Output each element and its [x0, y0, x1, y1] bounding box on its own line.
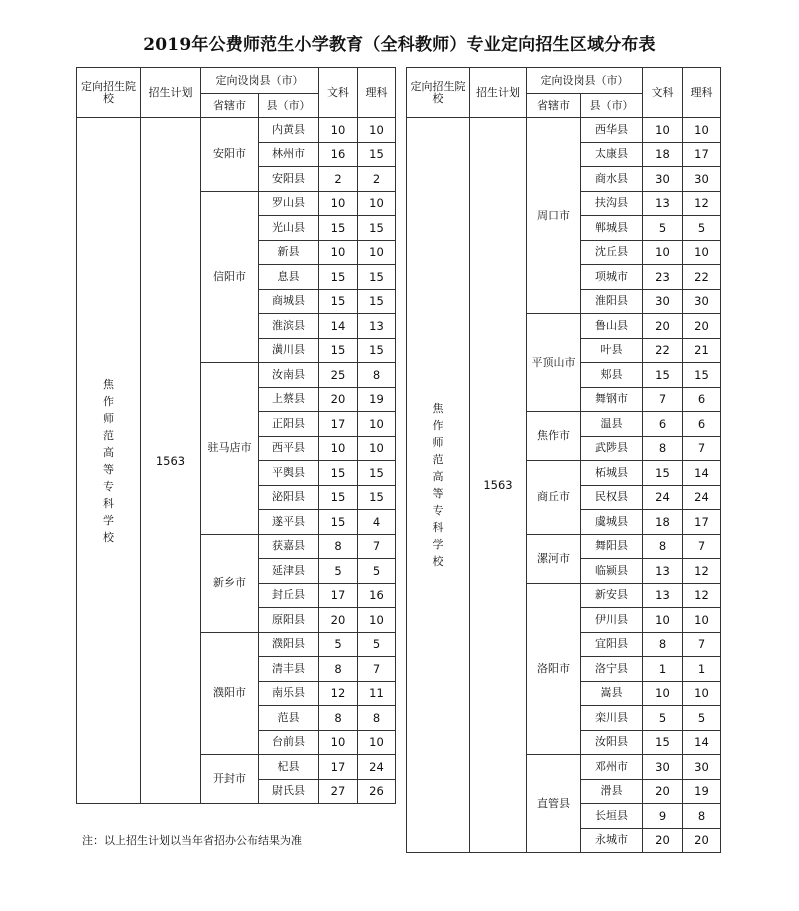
wenke-cell: 8: [319, 657, 358, 682]
like-cell: 30: [683, 755, 721, 780]
header-like: 理科: [358, 68, 396, 118]
wenke-cell: 5: [643, 706, 683, 731]
wenke-cell: 18: [643, 510, 683, 535]
wenke-cell: 15: [319, 461, 358, 486]
like-cell: 24: [358, 755, 396, 780]
wenke-cell: 30: [643, 755, 683, 780]
wenke-cell: 10: [319, 436, 358, 461]
county-cell: 郸城县: [581, 216, 643, 241]
plan-count: 1563: [470, 118, 527, 853]
wenke-cell: 9: [643, 804, 683, 829]
like-cell: 22: [683, 265, 721, 290]
county-cell: 原阳县: [259, 608, 319, 633]
city-cell: 焦作市: [527, 412, 581, 461]
wenke-cell: 15: [643, 730, 683, 755]
county-cell: 安阳县: [259, 167, 319, 192]
county-cell: 清丰县: [259, 657, 319, 682]
like-cell: 8: [683, 804, 721, 829]
county-cell: 舞钢市: [581, 387, 643, 412]
like-cell: 12: [683, 191, 721, 216]
wenke-cell: 13: [643, 583, 683, 608]
wenke-cell: 1: [643, 657, 683, 682]
like-cell: 13: [358, 314, 396, 339]
like-cell: 10: [358, 412, 396, 437]
like-cell: 15: [358, 265, 396, 290]
county-cell: 封丘县: [259, 583, 319, 608]
county-cell: 汝阳县: [581, 730, 643, 755]
distribution-table-left: [76, 67, 396, 804]
like-cell: 24: [683, 485, 721, 510]
county-cell: 平舆县: [259, 461, 319, 486]
like-cell: 19: [358, 387, 396, 412]
county-cell: 伊川县: [581, 608, 643, 633]
distribution-table-right: [406, 67, 721, 853]
like-cell: 7: [358, 657, 396, 682]
county-cell: 武陟县: [581, 436, 643, 461]
like-cell: 17: [683, 510, 721, 535]
county-cell: 商水县: [581, 167, 643, 192]
header-city: 省辖市: [527, 94, 581, 118]
wenke-cell: 8: [319, 534, 358, 559]
wenke-cell: 23: [643, 265, 683, 290]
like-cell: 26: [358, 779, 396, 804]
like-cell: 15: [358, 338, 396, 363]
wenke-cell: 17: [319, 412, 358, 437]
county-cell: 潢川县: [259, 338, 319, 363]
county-cell: 光山县: [259, 216, 319, 241]
city-cell: 濮阳市: [201, 632, 259, 755]
county-cell: 延津县: [259, 559, 319, 584]
county-cell: 太康县: [581, 142, 643, 167]
county-cell: 林州市: [259, 142, 319, 167]
like-cell: 11: [358, 681, 396, 706]
like-cell: 10: [358, 240, 396, 265]
like-cell: 30: [683, 289, 721, 314]
county-cell: 嵩县: [581, 681, 643, 706]
wenke-cell: 10: [319, 118, 358, 143]
wenke-cell: 15: [643, 363, 683, 388]
wenke-cell: 8: [643, 436, 683, 461]
wenke-cell: 2: [319, 167, 358, 192]
county-cell: 罗山县: [259, 191, 319, 216]
wenke-cell: 12: [319, 681, 358, 706]
plan-count: 1563: [141, 118, 201, 804]
county-cell: 鲁山县: [581, 314, 643, 339]
like-cell: 12: [683, 583, 721, 608]
wenke-cell: 15: [319, 338, 358, 363]
like-cell: 30: [683, 167, 721, 192]
like-cell: 1: [683, 657, 721, 682]
school-name: 焦作师范高等专科学校: [432, 402, 444, 568]
like-cell: 20: [683, 828, 721, 853]
wenke-cell: 10: [643, 608, 683, 633]
county-cell: 上蔡县: [259, 387, 319, 412]
county-cell: 宜阳县: [581, 632, 643, 657]
table-row: [77, 118, 396, 143]
like-cell: 7: [358, 534, 396, 559]
wenke-cell: 10: [319, 191, 358, 216]
like-cell: 14: [683, 730, 721, 755]
like-cell: 5: [683, 216, 721, 241]
header-county: 县（市）: [581, 94, 643, 118]
county-cell: 扶沟县: [581, 191, 643, 216]
like-cell: 12: [683, 559, 721, 584]
county-cell: 淮阳县: [581, 289, 643, 314]
county-cell: 栾川县: [581, 706, 643, 731]
header-school: 定向招生院校: [407, 68, 470, 118]
county-cell: 获嘉县: [259, 534, 319, 559]
like-cell: 6: [683, 412, 721, 437]
like-cell: 10: [683, 681, 721, 706]
wenke-cell: 24: [643, 485, 683, 510]
like-cell: 10: [358, 191, 396, 216]
like-cell: 10: [683, 118, 721, 143]
school-name: 焦作师范高等专科学校: [103, 377, 114, 544]
county-cell: 尉氏县: [259, 779, 319, 804]
city-cell: 新乡市: [201, 534, 259, 632]
county-cell: 项城市: [581, 265, 643, 290]
like-cell: 10: [358, 118, 396, 143]
wenke-cell: 30: [643, 167, 683, 192]
like-cell: 20: [683, 314, 721, 339]
county-cell: 新安县: [581, 583, 643, 608]
county-cell: 虞城县: [581, 510, 643, 535]
wenke-cell: 15: [319, 485, 358, 510]
wenke-cell: 18: [643, 142, 683, 167]
like-cell: 5: [683, 706, 721, 731]
wenke-cell: 20: [643, 314, 683, 339]
wenke-cell: 10: [643, 240, 683, 265]
wenke-cell: 8: [643, 534, 683, 559]
county-cell: 汝南县: [259, 363, 319, 388]
county-cell: 淮滨县: [259, 314, 319, 339]
wenke-cell: 15: [319, 510, 358, 535]
header-city: 省辖市: [201, 94, 259, 118]
city-cell: 商丘市: [527, 461, 581, 535]
county-cell: 正阳县: [259, 412, 319, 437]
wenke-cell: 10: [319, 240, 358, 265]
wenke-cell: 17: [319, 583, 358, 608]
city-cell: 安阳市: [201, 118, 259, 192]
header-region: 定向设岗县（市）: [527, 68, 643, 94]
county-cell: 民权县: [581, 485, 643, 510]
county-cell: 新县: [259, 240, 319, 265]
city-cell: 开封市: [201, 755, 259, 804]
wenke-cell: 20: [643, 828, 683, 853]
header-county: 县（市）: [259, 94, 319, 118]
wenke-cell: 17: [319, 755, 358, 780]
county-cell: 西华县: [581, 118, 643, 143]
like-cell: 5: [358, 632, 396, 657]
county-cell: 台前县: [259, 730, 319, 755]
county-cell: 临颍县: [581, 559, 643, 584]
city-cell: 洛阳市: [527, 583, 581, 755]
county-cell: 范县: [259, 706, 319, 731]
county-cell: 息县: [259, 265, 319, 290]
like-cell: 10: [683, 608, 721, 633]
county-cell: 长垣县: [581, 804, 643, 829]
wenke-cell: 15: [319, 216, 358, 241]
wenke-cell: 5: [319, 559, 358, 584]
county-cell: 洛宁县: [581, 657, 643, 682]
school-name-cell: [407, 118, 470, 853]
like-cell: 7: [683, 534, 721, 559]
wenke-cell: 27: [319, 779, 358, 804]
like-cell: 10: [683, 240, 721, 265]
county-cell: 永城市: [581, 828, 643, 853]
like-cell: 10: [358, 608, 396, 633]
county-cell: 邓州市: [581, 755, 643, 780]
like-cell: 17: [683, 142, 721, 167]
county-cell: 叶县: [581, 338, 643, 363]
county-cell: 温县: [581, 412, 643, 437]
wenke-cell: 20: [319, 387, 358, 412]
county-cell: 泌阳县: [259, 485, 319, 510]
wenke-cell: 5: [319, 632, 358, 657]
header-region: 定向设岗县（市）: [201, 68, 319, 94]
header-wenke: 文科: [319, 68, 358, 118]
county-cell: 濮阳县: [259, 632, 319, 657]
wenke-cell: 22: [643, 338, 683, 363]
city-cell: 直管县: [527, 755, 581, 853]
city-cell: 平顶山市: [527, 314, 581, 412]
wenke-cell: 25: [319, 363, 358, 388]
like-cell: 6: [683, 387, 721, 412]
page-title: 2019年公费师范生小学教育（全科教师）专业定向招生区域分布表: [143, 35, 656, 55]
wenke-cell: 16: [319, 142, 358, 167]
county-cell: 商城县: [259, 289, 319, 314]
wenke-cell: 15: [319, 289, 358, 314]
header-plan: 招生计划: [141, 68, 201, 118]
like-cell: 10: [358, 730, 396, 755]
like-cell: 15: [358, 289, 396, 314]
county-cell: 内黄县: [259, 118, 319, 143]
wenke-cell: 5: [643, 216, 683, 241]
like-cell: 15: [683, 363, 721, 388]
wenke-cell: 6: [643, 412, 683, 437]
wenke-cell: 20: [643, 779, 683, 804]
wenke-cell: 13: [643, 191, 683, 216]
wenke-cell: 10: [319, 730, 358, 755]
wenke-cell: 13: [643, 559, 683, 584]
wenke-cell: 8: [643, 632, 683, 657]
footnote: 注：以上招生计划以当年省招办公布结果为准: [82, 834, 302, 847]
city-cell: 驻马店市: [201, 363, 259, 535]
like-cell: 4: [358, 510, 396, 535]
wenke-cell: 14: [319, 314, 358, 339]
like-cell: 21: [683, 338, 721, 363]
wenke-cell: 10: [643, 681, 683, 706]
wenke-cell: 20: [319, 608, 358, 633]
wenke-cell: 10: [643, 118, 683, 143]
county-cell: 滑县: [581, 779, 643, 804]
like-cell: 14: [683, 461, 721, 486]
like-cell: 10: [358, 436, 396, 461]
like-cell: 2: [358, 167, 396, 192]
county-cell: 西平县: [259, 436, 319, 461]
like-cell: 15: [358, 142, 396, 167]
county-cell: 柘城县: [581, 461, 643, 486]
header-wenke: 文科: [643, 68, 683, 118]
city-cell: 信阳市: [201, 191, 259, 363]
wenke-cell: 8: [319, 706, 358, 731]
school-name-cell: [77, 118, 141, 804]
header-plan: 招生计划: [470, 68, 527, 118]
wenke-cell: 7: [643, 387, 683, 412]
like-cell: 15: [358, 216, 396, 241]
like-cell: 8: [358, 363, 396, 388]
like-cell: 8: [358, 706, 396, 731]
like-cell: 19: [683, 779, 721, 804]
county-cell: 杞县: [259, 755, 319, 780]
wenke-cell: 15: [319, 265, 358, 290]
like-cell: 7: [683, 632, 721, 657]
table-row: [407, 118, 721, 143]
like-cell: 15: [358, 461, 396, 486]
like-cell: 7: [683, 436, 721, 461]
county-cell: 遂平县: [259, 510, 319, 535]
county-cell: 舞阳县: [581, 534, 643, 559]
city-cell: 漯河市: [527, 534, 581, 583]
county-cell: 沈丘县: [581, 240, 643, 265]
header-like: 理科: [683, 68, 721, 118]
wenke-cell: 15: [643, 461, 683, 486]
county-cell: 南乐县: [259, 681, 319, 706]
like-cell: 5: [358, 559, 396, 584]
county-cell: 郏县: [581, 363, 643, 388]
city-cell: 周口市: [527, 118, 581, 314]
header-school: 定向招生院校: [77, 68, 141, 118]
wenke-cell: 30: [643, 289, 683, 314]
like-cell: 16: [358, 583, 396, 608]
like-cell: 15: [358, 485, 396, 510]
